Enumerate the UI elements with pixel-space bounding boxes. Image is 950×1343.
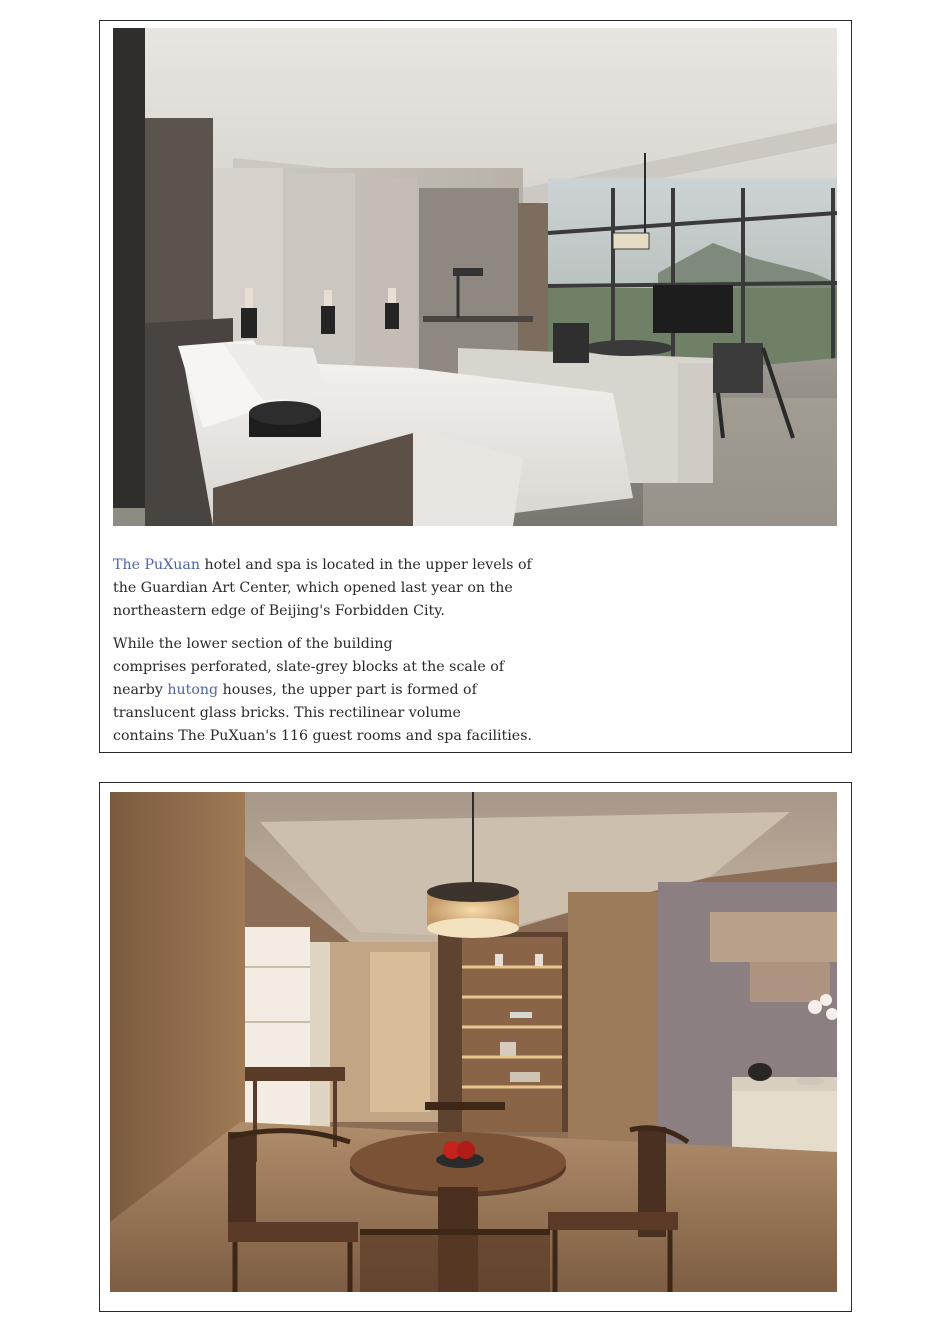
para2-line5: contains The PuXuan's 116 guest rooms and spa facilities. bbox=[113, 728, 532, 744]
para1-line2: the Guardian Art Center, which opened last year on the bbox=[113, 580, 513, 596]
hotel-dining-room-photo bbox=[110, 792, 837, 1292]
para2-line3-post: houses, the upper part is formed of bbox=[218, 682, 477, 698]
para2-line2: comprises perforated, slate-grey blocks at the scale of bbox=[113, 659, 505, 675]
puxuan-link[interactable]: The PuXuan bbox=[113, 557, 201, 573]
article-card-bedroom bbox=[99, 20, 852, 753]
article-card-dining bbox=[99, 782, 852, 1312]
caption-paragraph-intro bbox=[113, 554, 713, 623]
hutong-link[interactable]: hutong bbox=[167, 682, 219, 698]
para1-line3: northeastern edge of Beijing's Forbidden City. bbox=[113, 603, 445, 619]
para2-line3-pre: nearby bbox=[113, 682, 168, 698]
caption-paragraph-building bbox=[113, 633, 713, 748]
hotel-bedroom-photo bbox=[113, 28, 837, 526]
para1-line1: hotel and spa is located in the upper levels of bbox=[200, 557, 532, 573]
para2-line4: translucent glass bricks. This rectilinear volume bbox=[113, 705, 461, 721]
para2-line1: While the lower section of the building bbox=[113, 636, 393, 652]
